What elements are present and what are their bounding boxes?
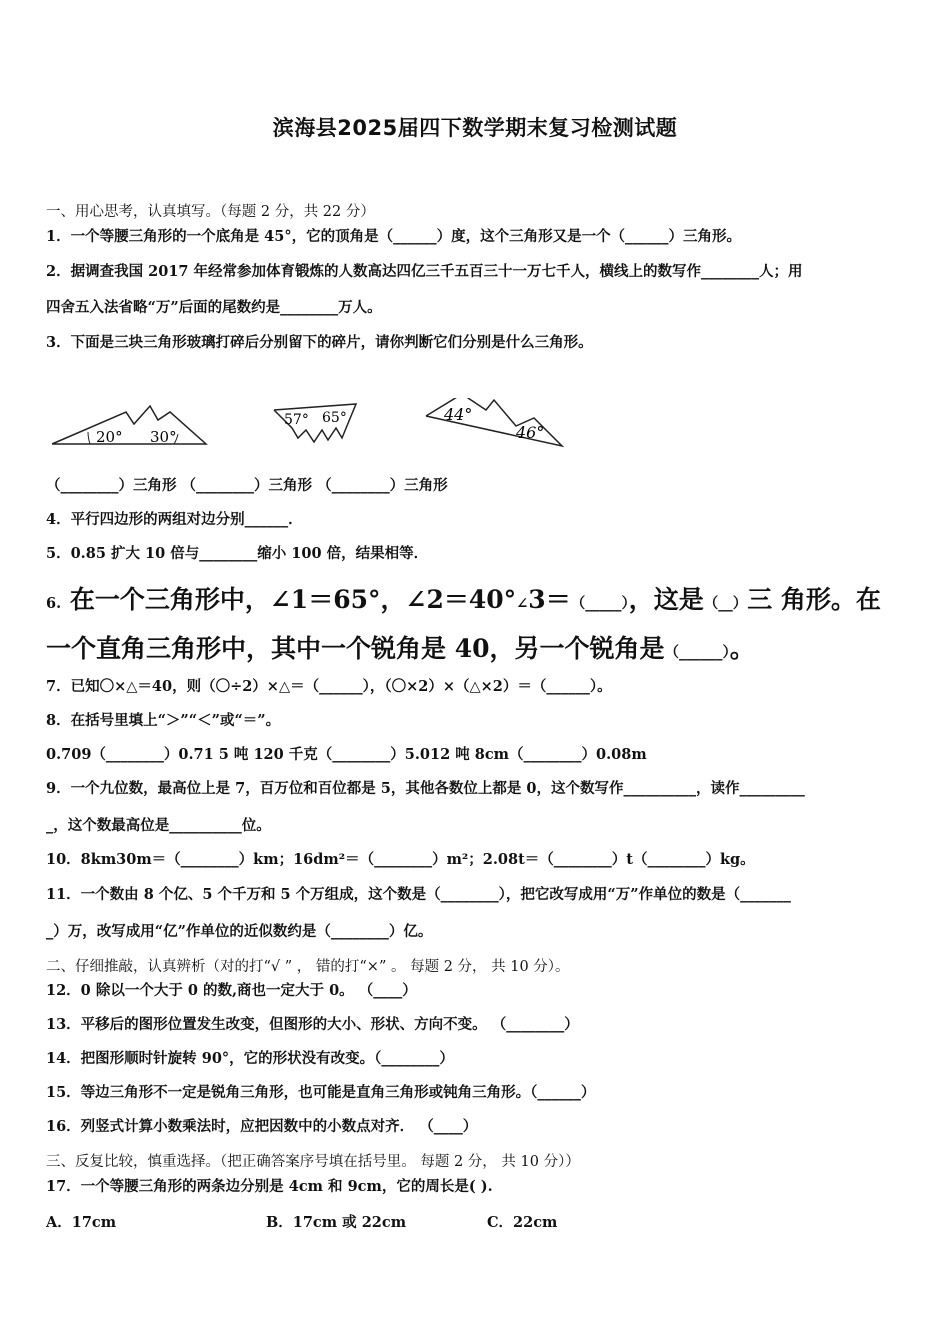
- question-17-option-b: B．17cm 或 22cm: [266, 1214, 407, 1231]
- question-11-line-1: 11．一个数由 8 个亿、5 个千万和 5 个万组成，这个数是（________），把它改写成用“万”作单位的数是（_______: [46, 886, 791, 903]
- section-2-heading: 二、仔细推敲，认真辨析（对的打“√ ” ， 错的打“×” 。 每题 2 分， 共 10 分）。: [46, 959, 570, 975]
- fragment-3-angle-1: 44°: [444, 405, 473, 424]
- triangle-fragments-figure: [46, 398, 606, 458]
- question-6-text-b: 一个直角三角形中，其中一个锐角是 40，另一个锐角是: [46, 634, 665, 663]
- question-14: 14．把图形顺时针旋转 90°，它的形状没有改变。（________）: [46, 1050, 454, 1067]
- question-13: 13．平移后的图形位置发生改变，但图形的大小、形状、方向不变。 （________）: [46, 1016, 579, 1033]
- question-6-line-2: [46, 632, 908, 670]
- section-3-heading: 三、反复比较，慎重选择。（把正确答案序号填在括号里。 每题 2 分， 共 10 分））: [46, 1154, 580, 1170]
- fragment-2-angle-1: 57°: [284, 412, 309, 428]
- question-6-text-a3: ，这是: [628, 585, 704, 614]
- question-6-text-a4: 三 角形。在: [747, 585, 881, 614]
- question-6-text-a: 在一个三角形中，∠1＝65°，∠2＝40°: [69, 585, 517, 614]
- question-17-option-c: C．22cm: [487, 1214, 558, 1231]
- question-4: 4．平行四边形的两组对边分别______．: [46, 511, 303, 528]
- fragment-2: [274, 404, 356, 442]
- question-6-blank-2: （__）: [703, 595, 748, 612]
- question-12: 12．0 除以一个大于 0 的数,商也一定大于 0。 （____）: [46, 982, 417, 999]
- section-1-heading: 一、用心思考，认真填写。（每题 2 分，共 22 分）: [46, 204, 375, 220]
- fragment-1-angle-1: 20°: [96, 428, 123, 446]
- question-9-line-1: 9．一个九位数，最高位上是 7，百万位和百位都是 5，其他各数位上都是 0，这个数写作__________，读作_________: [46, 780, 805, 797]
- question-16: 16．列竖式计算小数乘法时，应把因数中的小数点对齐． （____）: [46, 1118, 478, 1135]
- question-6-blank-1: （_____）: [570, 595, 629, 612]
- question-15: 15．等边三角形不一定是锐角三角形，也可能是直角三角形或钝角三角形。（______）: [46, 1084, 596, 1101]
- question-6-number: 6.: [46, 595, 62, 612]
- question-10: 10．8km30m＝（________）km；16dm²＝（________）m²；2.08t＝（________）t（________）kg。: [46, 851, 755, 868]
- question-1: 1．一个等腰三角形的一个底角是 45°，它的顶角是（______）度，这个三角形又是一个（______）三角形。: [46, 228, 742, 245]
- question-6-text-b-end: 。: [729, 634, 755, 663]
- question-9-line-2: _，这个数最高位是__________位。: [46, 817, 271, 834]
- fragment-2-angle-2: 65°: [322, 410, 347, 426]
- fragment-1-angle-2: 30°: [150, 428, 177, 446]
- question-2-line-1: 2．据调查我国 2017 年经常参加体育锻炼的人数高达四亿三千五百三十一万七千人，横线上的数写作________人；用: [46, 263, 803, 280]
- question-8: 8．在括号里填上“＞”“＜”或“＝”。: [46, 712, 281, 729]
- question-17: 17．一个等腰三角形的两条边分别是 4cm 和 9cm，它的周长是( ).: [46, 1178, 493, 1195]
- question-2-line-2: 四舍五入法省略“万”后面的尾数约是________万人。: [46, 299, 382, 316]
- question-3: 3．下面是三块三角形玻璃打碎后分别留下的碎片，请你判断它们分别是什么三角形。: [46, 334, 593, 351]
- question-3-answers: （________）三角形 （________）三角形 （________）三角形: [46, 477, 448, 494]
- question-11-line-2: _）万，改写成用“亿”作单位的近似数约是（________）亿。: [46, 923, 433, 940]
- question-8-comparisons: 0.709（________）0.71 5 吨 120 千克（________）5.012 吨 8cm（________）0.08m: [46, 746, 647, 763]
- question-5: 5．0.85 扩大 10 倍与________缩小 100 倍，结果相等．: [46, 545, 429, 562]
- fragment-1: [52, 406, 206, 446]
- question-6-angle-symbol: ∠: [516, 595, 529, 612]
- fragment-3-angle-2: 46°: [516, 423, 545, 442]
- question-6-blank-3: （______）: [664, 644, 730, 661]
- question-7: 7．已知〇×△＝40，则（〇÷2）×△＝（______），（〇×2）×（△×2）＝（______）。: [46, 678, 612, 695]
- question-17-option-a: A．17cm: [46, 1214, 117, 1231]
- fragment-3: [426, 398, 562, 446]
- question-6-text-a2: 3＝: [528, 585, 571, 614]
- question-6-line-1: [46, 583, 908, 621]
- page-title: 滨海县2025届四下数学期末复习检测试题: [272, 116, 678, 140]
